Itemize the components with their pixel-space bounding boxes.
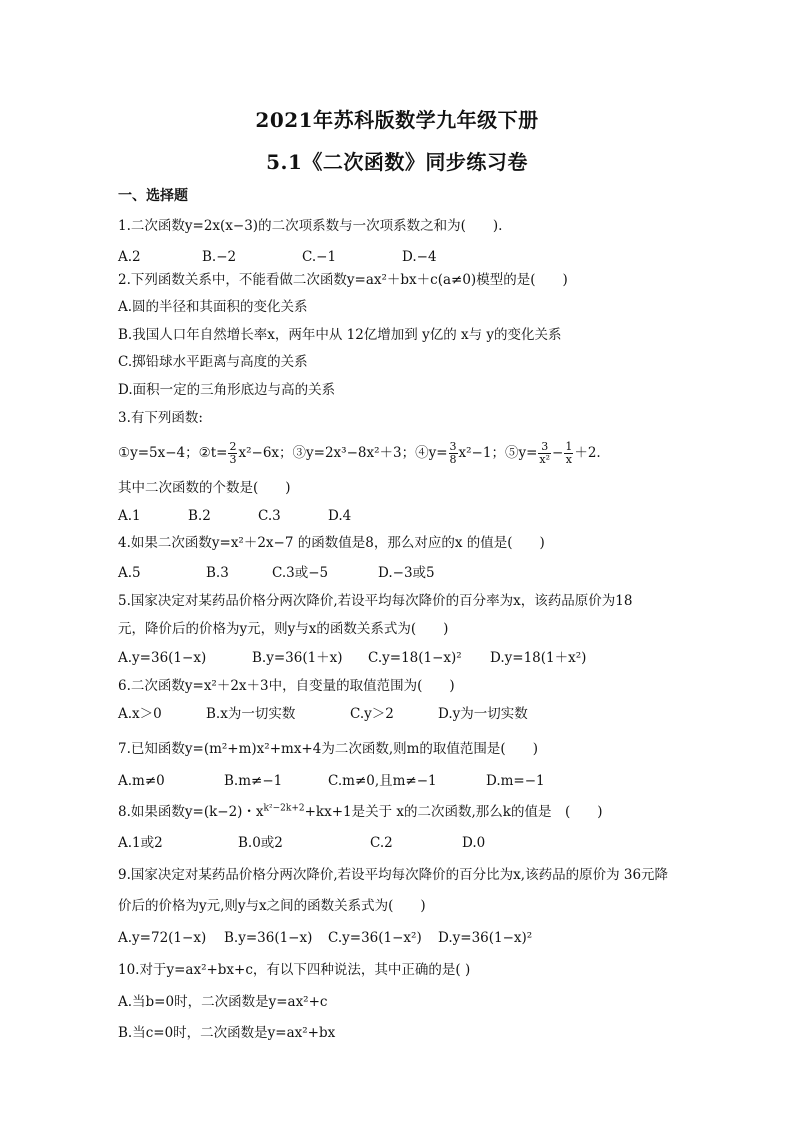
- option-c: C.3: [258, 508, 281, 524]
- question-8: 8.如果函数y=(k−2)・$x^{k^2-2k+2}+kx+1$是关于 x的二次函数,那么k的值是 ( ): [118, 803, 603, 820]
- question-7-options: [118, 772, 718, 790]
- option-a: A.2: [118, 249, 141, 265]
- question-2-option-d: D.面积一定的三角形底边与高的关系: [118, 382, 336, 398]
- question-1-options: [118, 248, 718, 266]
- option-d: D.m=−1: [486, 773, 545, 789]
- question-3: 3.有下列函数:: [118, 410, 203, 426]
- question-3-prompt: 其中二次函数的个数是( ): [118, 480, 291, 496]
- question-6: 6.二次函数y=x²＋2x＋3中，自变量的取值范围为( ): [118, 678, 455, 694]
- option-d: D.y=18(1＋x²): [490, 650, 587, 666]
- question-2-option-b: B.我国人口年自然增长率x，两年中从 12亿增加到 y亿的 x与 y的变化关系: [118, 327, 562, 343]
- question-3-functions: ①y=5x−4；②t= $\frac{2}{3}$ x²−6x；③y=2x³−8x²＋3；④y= $\frac{3}{8}$ x²−1；⑤y= $\frac{3}{\text{x²}}$ − $\frac{1}{x}$ ＋2.: [118, 440, 601, 466]
- question-9: 9.国家决定对某药品价格分两次降价,若设平均每次降价的百分比为x,该药品的原价为 36元降: [118, 867, 669, 883]
- question-1: 1.二次函数y=2x(x−3)的二次项系数与一次项系数之和为( ).: [118, 218, 503, 234]
- option-c: C.m≠0,且m≠−1: [328, 773, 437, 789]
- exponent: k²−2k+2: [263, 803, 305, 814]
- option-d: D.y为一切实数: [438, 706, 528, 722]
- question-9-line2: 价后的价格为y元,则y与x之间的函数关系式为( ): [118, 898, 426, 914]
- question-4-options: [118, 564, 718, 582]
- option-d: D.−4: [402, 249, 437, 265]
- question-4: 4.如果二次函数y=x²＋2x−7 的函数值是8，那么对应的x 的值是( ): [118, 535, 545, 551]
- question-5-line2: 元，降价后的价格为y元，则y与x的函数关系式为( ): [118, 621, 449, 637]
- question-5-options: [118, 649, 718, 667]
- option-b: B.3: [206, 565, 229, 581]
- option-c: C.y＞2: [350, 706, 394, 722]
- section-heading: 一、选择题: [118, 188, 188, 204]
- option-a: A.1: [118, 508, 141, 524]
- question-7: 7.已知函数y=(m²+m)x²+mx+4为二次函数,则m的取值范围是( ): [118, 741, 538, 757]
- fraction-1-x: $\frac{1}{x}$: [565, 440, 573, 466]
- function-list-part1: ①y=5x−4；②t=: [118, 445, 228, 461]
- question-5: 5.国家决定对某药品价格分两次降价,若设平均每次降价的百分率为x，该药品原价为18: [118, 593, 633, 609]
- question-2-option-a: A.圆的半径和其面积的变化关系: [118, 299, 308, 315]
- function-list-part3: x²−1；⑤y=: [458, 445, 538, 461]
- option-a: A.1或2: [118, 835, 163, 851]
- option-c: C.−1: [302, 249, 337, 265]
- option-a: A.5: [118, 565, 141, 581]
- function-list-part2: x²−6x；③y=2x³−8x²＋3；④y=: [238, 445, 448, 461]
- option-b: B.y=36(1−x): [224, 930, 313, 946]
- option-c: C.y=18(1−x)²: [368, 650, 462, 666]
- question-2: 2.下列函数关系中，不能看做二次函数y=ax²＋bx＋c(a≠0)模型的是( ): [118, 272, 568, 288]
- option-b: B.−2: [202, 249, 237, 265]
- question-3-options: [118, 507, 718, 525]
- question-10: 10.对于y=ax²+bx+c，有以下四种说法，其中正确的是( ): [118, 962, 471, 978]
- fraction-2-3: $\frac{2}{3}$: [229, 440, 237, 466]
- option-c: C.3或−5: [272, 565, 329, 581]
- option-c: C.y=36(1−x²): [328, 930, 422, 946]
- option-c: C.2: [370, 835, 393, 851]
- option-d: D.0: [462, 835, 486, 851]
- question-6-options: [118, 705, 718, 723]
- option-b: B.0或2: [238, 835, 283, 851]
- question-8-options: [118, 834, 718, 852]
- option-b: B.y=36(1＋x): [252, 650, 343, 666]
- option-d: D.y=36(1−x)²: [438, 930, 533, 946]
- option-b: B.m≠−1: [224, 773, 283, 789]
- option-a: A.x＞0: [118, 706, 162, 722]
- option-a: A.y=72(1−x): [118, 930, 207, 946]
- question-2-option-c: C.掷铅球水平距离与高度的关系: [118, 354, 308, 370]
- document-title: 2021年苏科版数学九年级下册: [255, 108, 539, 132]
- question-9-options: [118, 929, 718, 947]
- fraction-3-8: $\frac{3}{8}$: [449, 440, 457, 466]
- document-subtitle: 5.1《二次函数》同步练习卷: [266, 150, 528, 174]
- option-d: D.4: [328, 508, 352, 524]
- option-d: D.−3或5: [378, 565, 435, 581]
- option-b: B.2: [188, 508, 211, 524]
- option-a: A.m≠0: [118, 773, 165, 789]
- option-a: A.y=36(1−x): [118, 650, 207, 666]
- fraction-3-x2: $\frac{3}{\text{x²}}$: [539, 440, 551, 466]
- question-10-option-a: A.当b=0时，二次函数是y=ax²+c: [118, 994, 328, 1010]
- option-b: B.x为一切实数: [206, 706, 296, 722]
- question-10-option-b: B.当c=0时，二次函数是y=ax²+bx: [118, 1025, 336, 1041]
